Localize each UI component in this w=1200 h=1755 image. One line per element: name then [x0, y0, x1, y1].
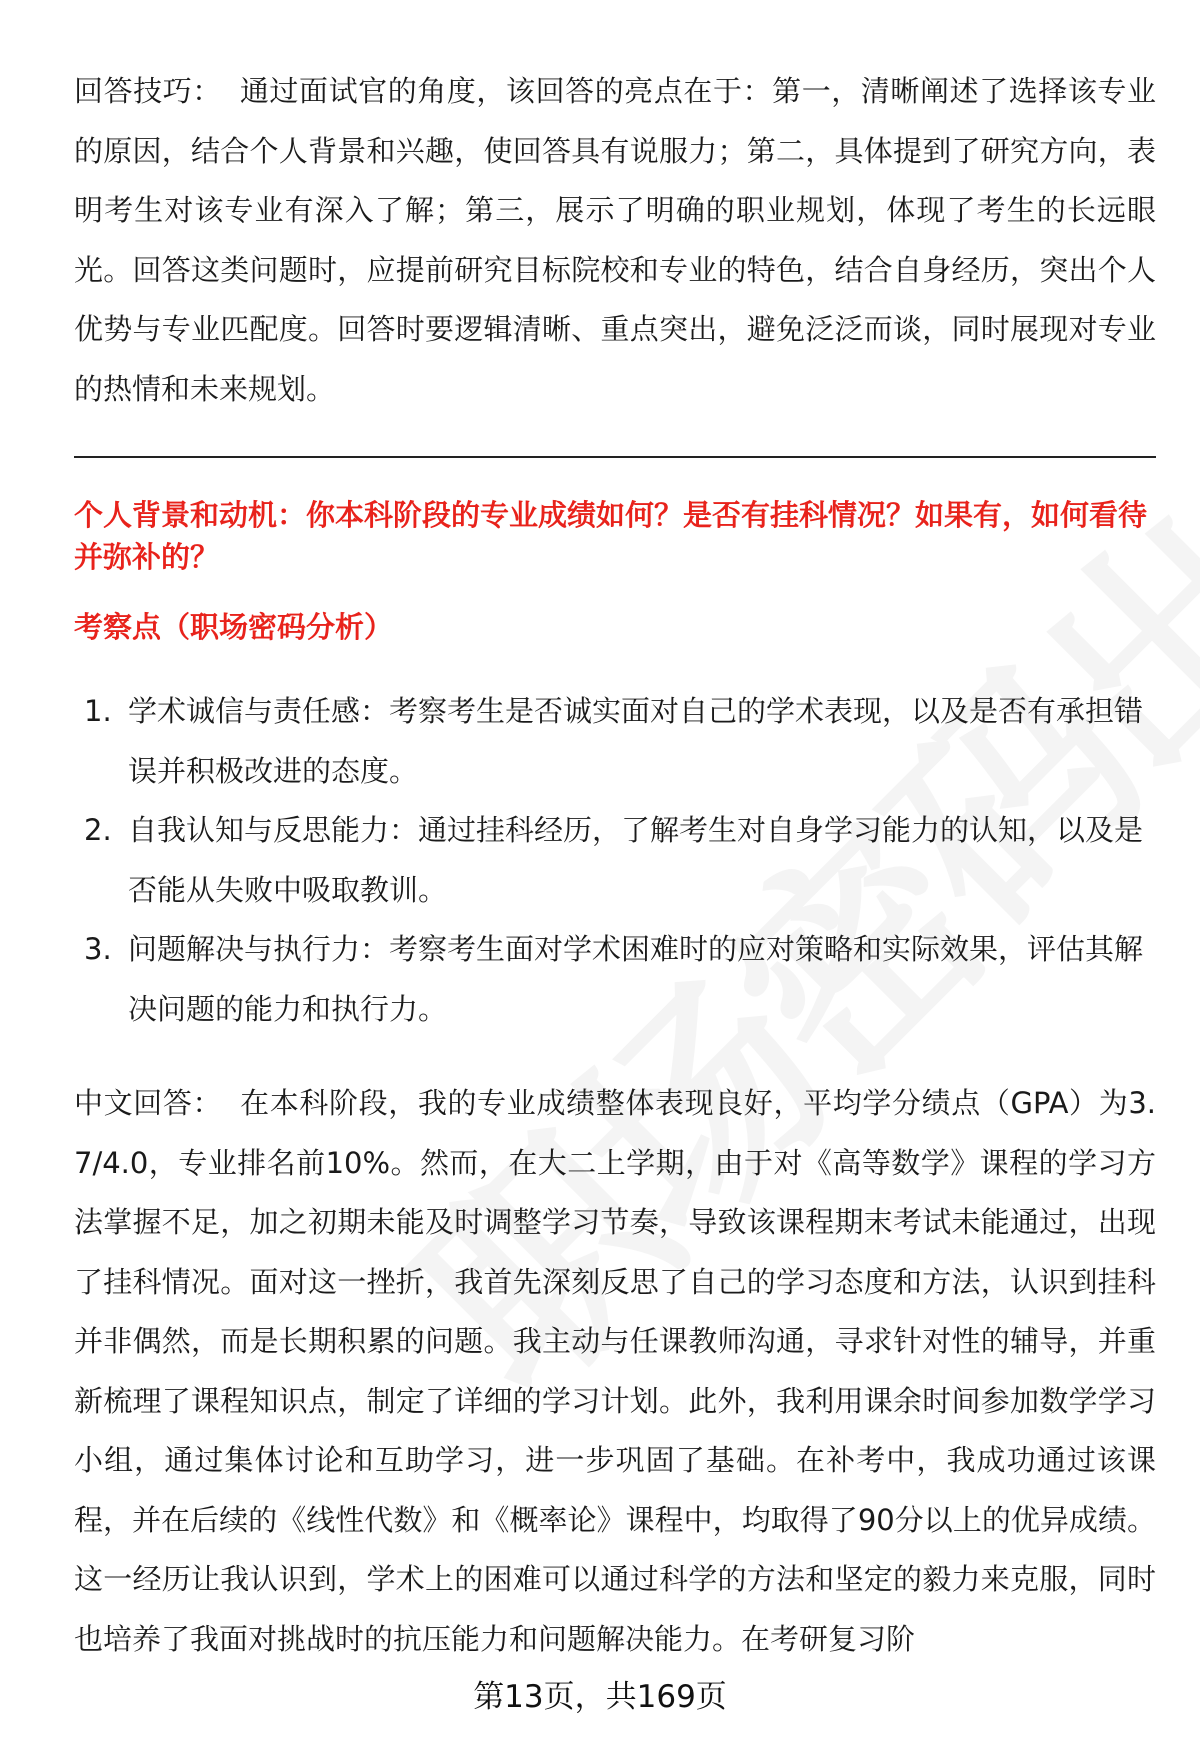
chinese-answer-label: 中文回答： — [74, 1086, 223, 1120]
analysis-point-number: 2. — [84, 813, 112, 847]
answer-tip-label: 回答技巧： — [74, 74, 222, 108]
page-content — [74, 62, 1156, 1669]
page-number-footer: 第13页，共169页 — [473, 1679, 727, 1715]
analysis-point-text: 问题解决与执行力：考察考生面对学术困难时的应对策略和实际效果，评估其解决问题的能力和执行力。 — [128, 932, 1144, 1026]
analysis-point — [74, 801, 1156, 920]
chinese-answer-paragraph — [74, 1074, 1156, 1669]
chinese-answer-text: 在本科阶段，我的专业成绩整体表现良好，平均学分绩点（GPA）为3.7/4.0，专业排名前10%。然而，在大二上学期，由于对《高等数学》课程的学习方法掌握不足，加之初期未能及时调整学习节奏，导致该课程期末考试未能通过，出现了挂科情况。面对这一挫折，我首先深刻反思了自己的学习态度和方法，认识到挂科并非偶然，而是长期积累的问题。我主动与任课教师沟通，寻求针对性的辅导，并重新梳理了课程知识点，制定了详细的学习计划。此外，我利用课余时间参加数学学习小组，通过集体讨论和互助学习，进一步巩固了基础。在补考中，我成功通过该课程，并在后续的《线性代数》和《概率论》课程中，均取得了90分以上的优异成绩。这一经历让我认识到，学术上的困难可以通过科学的方法和坚定的毅力来克服，同时也培养了我面对挑战时的抗压能力和问题解决能力。在考研复习阶 — [74, 1086, 1156, 1656]
analysis-point — [74, 682, 1156, 801]
answer-tip-text: 通过面试官的角度，该回答的亮点在于：第一，清晰阐述了选择该专业的原因，结合个人背景和兴趣，使回答具有说服力；第二，具体提到了研究方向，表明考生对该专业有深入了解；第三，展示了明确的职业规划，体现了考生的长远眼光。回答这类问题时，应提前研究目标院校和专业的特色，结合自身经历，突出个人优势与专业匹配度。回答时要逻辑清晰、重点突出，避免泛泛而谈，同时展现对专业的热情和未来规划。 — [74, 74, 1156, 406]
analysis-point-text: 学术诚信与责任感：考察考生是否诚实面对自己的学术表现，以及是否有承担错误并积极改进的态度。 — [128, 694, 1144, 788]
answer-tip-paragraph — [74, 62, 1156, 419]
analysis-heading: 考察点（职场密码分析） — [74, 610, 394, 644]
analysis-point-number: 1. — [84, 694, 112, 728]
analysis-point-text: 自我认知与反思能力：通过挂科经历，了解考生对自身学习能力的认知，以及是否能从失败中吸取教训。 — [128, 813, 1144, 907]
analysis-point-number: 3. — [84, 932, 112, 966]
question-title: 个人背景和动机：你本科阶段的专业成绩如何？是否有挂科情况？如果有，如何看待并弥补的？ — [74, 498, 1148, 574]
analysis-points-list — [74, 682, 1156, 1039]
section-divider — [74, 456, 1156, 458]
analysis-point — [74, 920, 1156, 1039]
